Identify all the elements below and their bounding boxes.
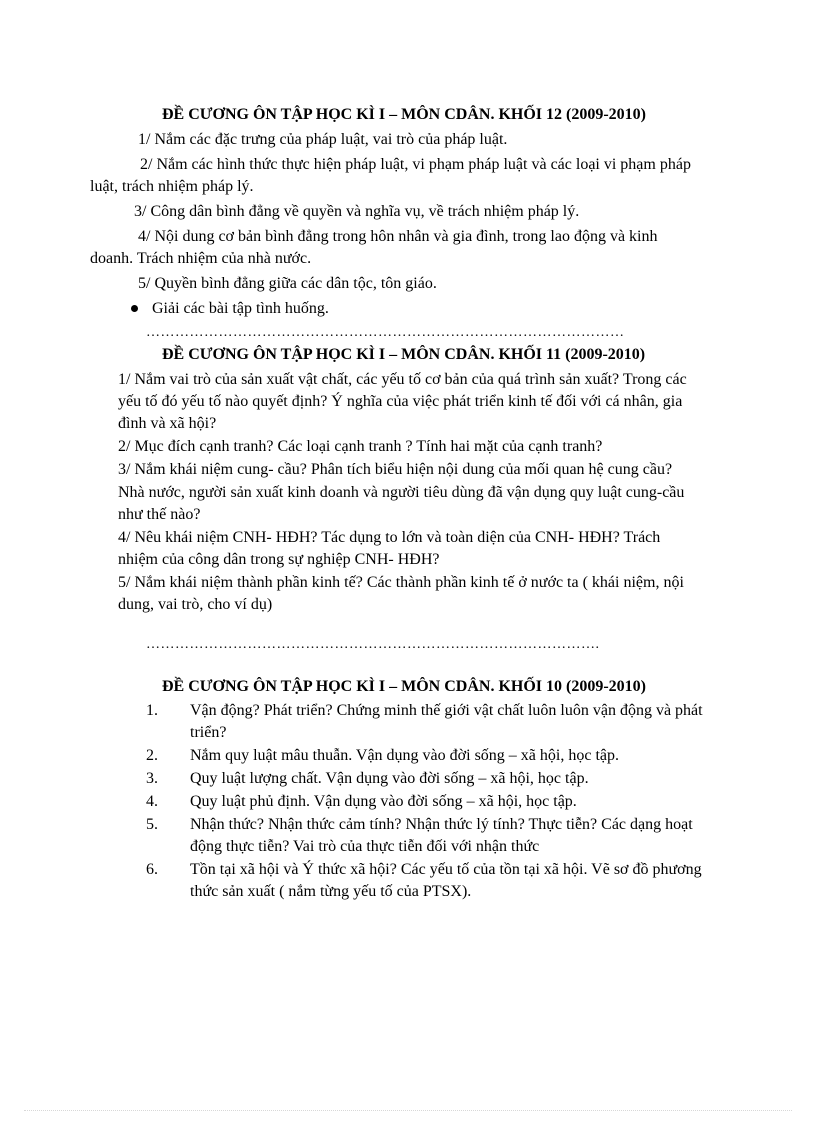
section-grade-12 [90,104,700,320]
list-item [146,814,706,858]
list-text: Vận động? Phát triển? Chứng minh thế giới vật chất luôn luôn vận động và phát triển? [190,702,703,741]
item-2: 2/ Nắm các hình thức thực hiện pháp luật, vi phạm pháp luật và các loại vi phạm pháp luật, trách nhiệm pháp lý. [90,156,691,195]
list-number: 3. [146,770,158,787]
item-3: 3/ Công dân bình đẳng về quyền và nghĩa vụ, về trách nhiệm pháp lý. [134,203,580,220]
list-item [146,768,706,790]
list-number: 1. [146,702,158,719]
separator-dots: …………………………………………………………………………………. [146,637,600,652]
item-3: 3/ Nắm khái niệm cung- cầu? Phân tích biểu hiện nội dung của mối quan hệ cung cầu? [118,461,673,478]
item-5: 5/ Quyền bình đẳng giữa các dân tộc, tôn giáo. [138,275,437,292]
list-text: Quy luật lượng chất. Vận dụng vào đời sống – xã hội, học tập. [190,770,589,787]
list-item [146,791,706,813]
list-item [146,859,706,903]
section-title: ĐỀ CƯƠNG ÔN TẬP HỌC KÌ I – MÔN CDÂN. KHỐI 10 (2009-2010) [162,678,646,695]
item-4: 4/ Nêu khái niệm CNH- HĐH? Tác dụng to lớn và toàn diện của CNH- HĐH? Trách nhiệm của công dân trong sự nghiệp CNH- HĐH? [118,529,661,568]
item-1: 1/ Nắm vai trò của sản xuất vật chất, các yếu tố cơ bản của quá trình sản xuất? Trong các yếu tố đó yếu tố nào quyết định? Ý nghĩa của việc phát triển kinh tế đối với cá nhân, gia đình và xã hội? [118,371,687,432]
section-title: ĐỀ CƯƠNG ÔN TẬP HỌC KÌ I – MÔN CDÂN. KHỐI 12 (2009-2010) [162,106,646,123]
bullet-icon [131,305,138,312]
item-3b: Nhà nước, người sản xuất kinh doanh và người tiêu dùng đã vận dụng quy luật cung-cầu như thế nào? [118,484,685,523]
list-number: 4. [146,793,158,810]
list-number: 5. [146,816,158,833]
list-number: 2. [146,747,158,764]
list-text: Tồn tại xã hội và Ý thức xã hội? Các yếu tố của tồn tại xã hội. Vẽ sơ đồ phương thức sản xuất ( nắm từng yếu tố của PTSX). [190,861,702,900]
section-grade-10 [146,676,706,904]
item-2: 2/ Mục đích cạnh tranh? Các loại cạnh tranh ? Tính hai mặt của cạnh tranh? [118,438,603,455]
numbered-list [146,700,706,903]
page-bottom-rule [24,1110,792,1111]
list-text: Quy luật phủ định. Vận dụng vào đời sống – xã hội, học tập. [190,793,577,810]
item-4: 4/ Nội dung cơ bản bình đẳng trong hôn nhân và gia đình, trong lao động và kinh doanh. Trách nhiệm của nhà nước. [90,228,658,267]
list-number: 6. [146,861,158,878]
bullet-text: Giải các bài tập tình huống. [152,300,329,317]
list-text: Nhận thức? Nhận thức cảm tính? Nhận thức lý tính? Thực tiễn? Các dạng hoạt động thực tiễn? Vai trò của thực tiễn đối với nhận thức [190,816,693,855]
section-title: ĐỀ CƯƠNG ÔN TẬP HỌC KÌ I – MÔN CDÂN. KHỐI 11 (2009-2010) [162,346,646,363]
item-1: 1/ Nắm các đặc trưng của pháp luật, vai trò của pháp luật. [138,131,508,148]
list-item [146,700,706,744]
bullet-item [120,298,700,320]
section-grade-11 [118,344,698,616]
item-5: 5/ Nắm khái niệm thành phần kinh tế? Các thành phần kinh tế ở nước ta ( khái niệm, nội dung, vai trò, cho ví dụ) [118,574,684,613]
separator-dots: ……………………………………………………………………………………… [146,325,625,340]
list-text: Nắm quy luật mâu thuẫn. Vận dụng vào đời sống – xã hội, học tập. [190,747,619,764]
list-item [146,745,706,767]
